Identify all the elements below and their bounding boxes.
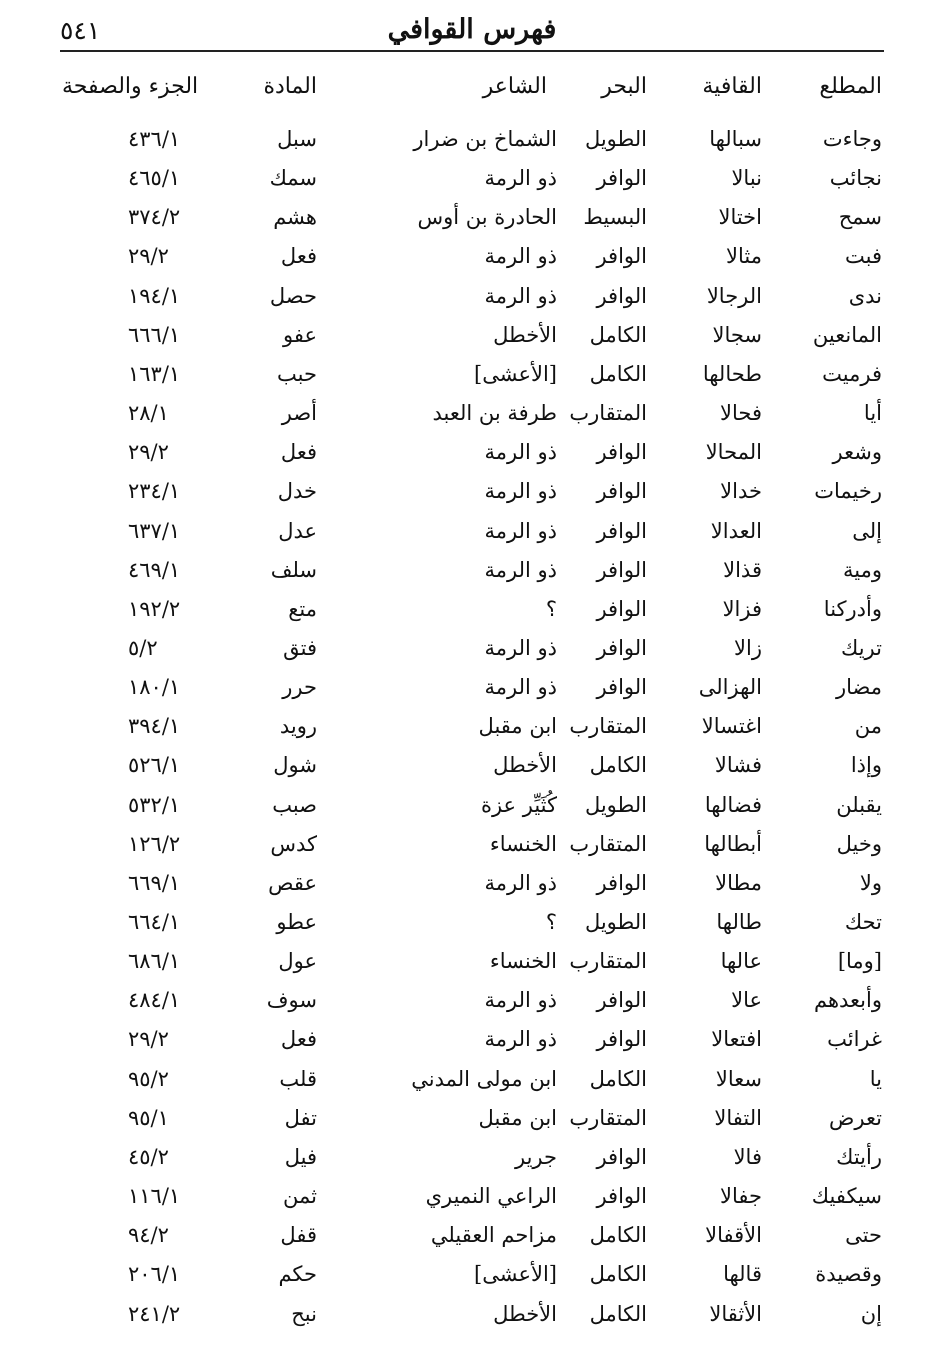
cell-shaer: ذو الرمة	[484, 518, 557, 543]
cell-qafia: قذالا	[723, 557, 762, 582]
cell-qafia: الهزالى	[698, 675, 762, 700]
cell-bahr: المتقارب	[569, 1105, 647, 1130]
cell-ref: ٦٦٦/١	[128, 322, 181, 347]
cell-ref: ٢٩/٢	[128, 244, 169, 269]
cell-shaer: ؟	[545, 596, 557, 621]
cell-qafia: عالها	[720, 949, 762, 974]
cell-qafia: المحالا	[705, 440, 762, 465]
table-row	[0, 120, 942, 158]
cell-shaer: ذو الرمة	[484, 1027, 557, 1052]
cell-madda: حبب	[277, 361, 317, 386]
cell-shaer: الخنساء	[489, 949, 557, 974]
cell-matla: سيكفيك	[811, 1184, 882, 1209]
cell-qafia: جفالا	[720, 1184, 762, 1209]
cell-madda: قلب	[279, 1066, 317, 1091]
cell-ref: ٦٨٦/١	[128, 949, 181, 974]
cell-shaer: الأخطل	[493, 322, 557, 347]
cell-matla: فرميت	[822, 361, 882, 386]
cell-qafia: سجالا	[712, 322, 762, 347]
table-row	[0, 590, 942, 628]
cell-matla: وإذا	[850, 753, 882, 778]
cell-madda: متع	[288, 596, 317, 621]
cell-madda: عول	[278, 949, 317, 974]
column-header-shaer: الشاعر	[482, 74, 547, 99]
cell-ref: ٩٥/١	[128, 1105, 169, 1130]
cell-qafia: الأثقالا	[709, 1301, 762, 1326]
cell-qafia: طالها	[716, 910, 762, 934]
cell-bahr: البسيط	[583, 205, 647, 230]
cell-qafia: خدالا	[720, 479, 762, 504]
cell-matla: فبت	[845, 244, 882, 269]
table-row	[0, 1060, 942, 1098]
table-row	[0, 981, 942, 1019]
table-row	[0, 551, 942, 589]
cell-shaer: الأخطل	[493, 753, 557, 778]
cell-matla: وجاءت	[822, 127, 882, 151]
cell-shaer: ذو الرمة	[484, 675, 557, 700]
cell-matla: رأيتك	[836, 1144, 882, 1169]
cell-bahr: المتقارب	[569, 831, 647, 856]
table-row	[0, 159, 942, 197]
cell-shaer: ذو الرمة	[484, 166, 557, 191]
cell-ref: ٢٠٦/١	[128, 1262, 181, 1287]
cell-qafia: أبطالها	[704, 831, 762, 856]
cell-bahr: الوافر	[596, 1027, 647, 1052]
cell-ref: ٥/٢	[128, 635, 158, 660]
cell-matla: وأبعدهم	[813, 988, 882, 1013]
cell-shaer: ذو الرمة	[484, 244, 557, 269]
cell-shaer: ذو الرمة	[484, 440, 557, 465]
cell-ref: ١٨٠/١	[128, 675, 181, 700]
cell-qafia: عالا	[731, 988, 762, 1013]
cell-madda: تفل	[284, 1105, 317, 1130]
cell-madda: كدس	[270, 831, 317, 856]
table-row	[0, 512, 942, 550]
cell-matla: نجائب	[829, 166, 882, 191]
cell-ref: ٤٦٩/١	[128, 557, 181, 582]
cell-qafia: اختالا	[718, 205, 762, 230]
cell-shaer: ابن مقبل	[478, 714, 557, 739]
table-row	[0, 1138, 942, 1176]
cell-ref: ٦٦٩/١	[128, 870, 181, 895]
cell-bahr: الكامل	[589, 1301, 647, 1326]
cell-ref: ٢٩/٢	[128, 440, 169, 465]
cell-ref: ٢٤١/٢	[128, 1301, 181, 1326]
cell-madda: سبل	[277, 127, 317, 151]
cell-ref: ٣٧٤/٢	[128, 205, 181, 230]
cell-ref: ٢٨/١	[128, 401, 169, 426]
cell-bahr: الكامل	[589, 361, 647, 386]
cell-ref: ٤٣٦/١	[128, 127, 181, 151]
cell-shaer: الحادرة بن أوس	[417, 205, 557, 230]
cell-matla: [وما]	[837, 949, 882, 974]
cell-bahr: الوافر	[596, 244, 647, 269]
cell-qafia: الرجالا	[706, 283, 762, 308]
cell-bahr: الطويل	[584, 127, 647, 151]
cell-shaer: الأخطل	[493, 1301, 557, 1326]
cell-madda: عفو	[282, 322, 317, 347]
cell-qafia: فشالا	[714, 753, 762, 778]
cell-madda: هشم	[273, 205, 317, 230]
cell-ref: ١٩٢/٢	[128, 596, 181, 621]
cell-matla: ومية	[843, 557, 882, 582]
cell-madda: سلف	[270, 557, 317, 582]
table-row	[0, 707, 942, 745]
cell-qafia: نبالا	[731, 166, 762, 191]
cell-matla: وشعر	[832, 440, 882, 465]
cell-bahr: الوافر	[596, 1184, 647, 1209]
cell-shaer: ذو الرمة	[484, 635, 557, 660]
cell-qafia: الأقفالا	[705, 1223, 762, 1248]
table-row	[0, 668, 942, 706]
cell-shaer: ذو الرمة	[484, 988, 557, 1013]
table-row	[0, 786, 942, 824]
cell-madda: رويد	[279, 714, 317, 739]
cell-matla: أيا	[863, 401, 882, 426]
cell-ref: ٥٣٢/١	[128, 792, 181, 817]
cell-qafia: سعالا	[715, 1066, 762, 1091]
cell-bahr: الوافر	[596, 596, 647, 621]
cell-ref: ٥٢٦/١	[128, 753, 181, 778]
cell-shaer: ذو الرمة	[484, 870, 557, 895]
table-row	[0, 1255, 942, 1293]
cell-madda: سمك	[269, 166, 317, 191]
cell-matla: تحك	[844, 910, 882, 934]
column-header-bahr: البحر	[601, 74, 647, 99]
table-row	[0, 942, 942, 980]
cell-madda: أصر	[281, 401, 317, 426]
cell-matla: إن	[860, 1301, 882, 1326]
column-header-matla: المطلع	[819, 74, 882, 99]
cell-ref: ١١٦/١	[128, 1184, 181, 1209]
cell-madda: حصل	[269, 283, 317, 308]
table-row	[0, 1177, 942, 1215]
column-header-ref: الجزء والصفحة	[62, 74, 199, 99]
cell-ref: ٢٣٤/١	[128, 479, 181, 504]
page-number: ٥٤١	[60, 16, 101, 45]
cell-ref: ١٩٤/١	[128, 283, 181, 308]
cell-bahr: الوافر	[596, 1144, 647, 1169]
cell-qafia: فالا	[733, 1144, 762, 1169]
cell-bahr: الطويل	[584, 792, 647, 817]
cell-shaer: جرير	[515, 1144, 557, 1169]
cell-ref: ١٦٣/١	[128, 361, 181, 386]
cell-bahr: الوافر	[596, 557, 647, 582]
cell-bahr: الوافر	[596, 870, 647, 895]
cell-matla: من	[854, 714, 882, 739]
cell-shaer: ذو الرمة	[484, 283, 557, 308]
table-row	[0, 316, 942, 354]
cell-ref: ١٢٦/٢	[128, 831, 181, 856]
cell-matla: تعرض	[829, 1105, 882, 1130]
cell-ref: ٦٦٤/١	[128, 910, 181, 934]
cell-shaer: [الأعشى]	[474, 1262, 557, 1287]
cell-shaer: مزاحم العقيلي	[430, 1223, 557, 1248]
cell-ref: ٤٨٤/١	[128, 988, 181, 1013]
cell-shaer: الخنساء	[489, 831, 557, 856]
cell-matla: تريك	[841, 635, 882, 660]
table-row	[0, 1099, 942, 1137]
cell-matla: ندى	[848, 283, 882, 308]
cell-matla: وخيل	[836, 831, 882, 856]
cell-shaer: طرفة بن العبد	[432, 401, 557, 426]
cell-qafia: التفالا	[714, 1105, 762, 1130]
cell-qafia: مثالا	[726, 244, 762, 269]
cell-madda: خدل	[277, 479, 317, 504]
cell-bahr: الكامل	[589, 322, 647, 347]
cell-ref: ٢٩/٢	[128, 1027, 169, 1052]
cell-madda: ثمن	[283, 1184, 317, 1209]
cell-bahr: الوافر	[596, 166, 647, 191]
cell-matla: وقصيدة	[815, 1262, 882, 1287]
cell-bahr: الوافر	[596, 479, 647, 504]
cell-madda: فتق	[283, 635, 317, 660]
cell-madda: فعل	[280, 1027, 317, 1052]
cell-qafia: سبالها	[709, 127, 762, 151]
cell-matla: المانعين	[812, 322, 882, 347]
table-row	[0, 1216, 942, 1254]
cell-bahr: الوافر	[596, 518, 647, 543]
cell-qafia: زالا	[734, 635, 762, 660]
cell-ref: ٣٩٤/١	[128, 714, 181, 739]
table-row	[0, 1295, 942, 1333]
cell-matla: وأدركنا	[823, 596, 882, 621]
cell-madda: عقص	[268, 870, 317, 895]
cell-qafia: فضالها	[704, 792, 762, 817]
cell-bahr: الوافر	[596, 988, 647, 1013]
table-header	[0, 68, 942, 108]
cell-ref: ٦٣٧/١	[128, 518, 181, 543]
cell-bahr: المتقارب	[569, 714, 647, 739]
page-title: فهرس القوافي	[387, 14, 557, 45]
page-header	[60, 12, 884, 52]
cell-madda: صبب	[272, 792, 317, 817]
cell-qafia: فحالا	[720, 401, 762, 426]
cell-bahr: الكامل	[589, 1262, 647, 1287]
cell-madda: شول	[273, 753, 317, 778]
cell-shaer: كُثَيِّر عزة	[480, 792, 557, 817]
cell-matla: حتى	[845, 1223, 882, 1248]
cell-qafia: اغتسالا	[701, 714, 762, 739]
cell-qafia: افتعالا	[711, 1027, 762, 1052]
cell-shaer: ابن مقبل	[478, 1105, 557, 1130]
cell-shaer: الشماخ بن ضرار	[413, 127, 557, 151]
column-header-madda: المادة	[263, 74, 317, 99]
cell-shaer: الراعي النميري	[425, 1184, 557, 1209]
cell-shaer: ذو الرمة	[484, 557, 557, 582]
cell-ref: ٩٥/٢	[128, 1066, 169, 1091]
cell-madda: عطو	[276, 910, 317, 934]
table-row	[0, 277, 942, 315]
cell-matla: يقبلن	[836, 792, 882, 817]
table-row	[0, 394, 942, 432]
cell-shaer: ؟	[545, 910, 557, 934]
table-row	[0, 237, 942, 275]
cell-madda: فعل	[280, 440, 317, 465]
cell-shaer: ذو الرمة	[484, 479, 557, 504]
cell-madda: حرر	[282, 675, 317, 700]
cell-bahr: الوافر	[596, 675, 647, 700]
cell-qafia: فزالا	[722, 596, 762, 621]
table-row	[0, 433, 942, 471]
cell-qafia: قالها	[723, 1262, 762, 1287]
cell-qafia: العدالا	[710, 518, 762, 543]
cell-madda: نبح	[291, 1301, 317, 1326]
cell-bahr: الوافر	[596, 440, 647, 465]
cell-matla: مضار	[836, 675, 882, 700]
cell-ref: ٤٥/٢	[128, 1144, 169, 1169]
cell-madda: سوف	[266, 988, 317, 1013]
table-row	[0, 903, 942, 941]
cell-madda: عدل	[278, 518, 317, 543]
cell-qafia: مطالا	[715, 870, 762, 895]
cell-matla: ولا	[859, 870, 882, 895]
table-row	[0, 355, 942, 393]
cell-ref: ٩٤/٢	[128, 1223, 169, 1248]
cell-bahr: الكامل	[589, 753, 647, 778]
cell-bahr: المتقارب	[569, 949, 647, 974]
table-row	[0, 472, 942, 510]
column-header-qafia: القافية	[702, 74, 762, 99]
cell-madda: قفل	[280, 1223, 317, 1248]
cell-madda: حكم	[278, 1262, 317, 1287]
cell-bahr: الكامل	[589, 1066, 647, 1091]
cell-bahr: الطويل	[584, 910, 647, 934]
cell-madda: فعل	[280, 244, 317, 269]
table-row	[0, 629, 942, 667]
table-row	[0, 1020, 942, 1058]
cell-bahr: الوافر	[596, 635, 647, 660]
table-row	[0, 825, 942, 863]
cell-qafia: طحالها	[702, 361, 762, 386]
cell-bahr: المتقارب	[569, 401, 647, 426]
cell-bahr: الكامل	[589, 1223, 647, 1248]
cell-matla: غرائب	[827, 1027, 882, 1052]
cell-shaer: [الأعشى]	[474, 361, 557, 386]
table-row	[0, 198, 942, 236]
cell-shaer: ابن مولى المدني	[411, 1066, 557, 1091]
cell-madda: فيل	[284, 1144, 317, 1169]
cell-ref: ٤٦٥/١	[128, 166, 181, 191]
table-row	[0, 864, 942, 902]
cell-matla: سمح	[838, 205, 882, 230]
cell-matla: إلى	[852, 518, 882, 543]
cell-bahr: الوافر	[596, 283, 647, 308]
table-row	[0, 746, 942, 784]
cell-matla: يا	[869, 1066, 882, 1091]
cell-matla: رخيمات	[814, 479, 882, 504]
